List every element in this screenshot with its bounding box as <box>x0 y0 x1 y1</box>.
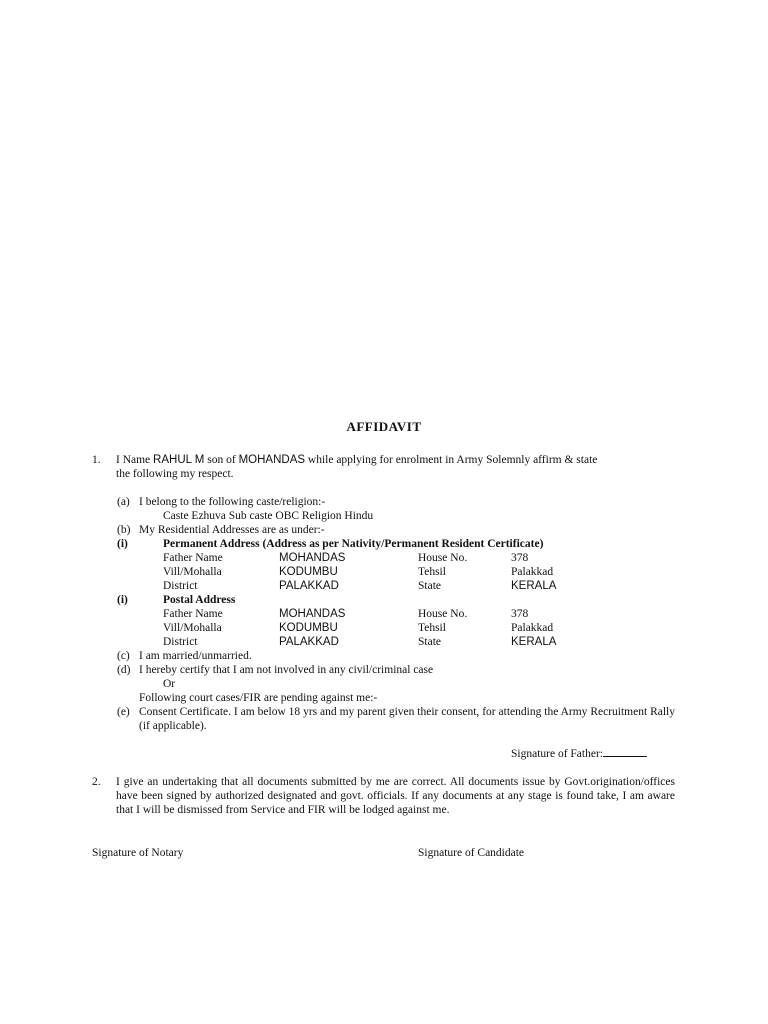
para2-text: I give an undertaking that all documents submitted by me are correct. All documents issue by Govt.origination/offices have been signed by authorized designated and govt. officials. If any documents at any stage is found take, I am aware that I will be dismissed from Service and FIR will be lodged against me. <box>116 776 675 816</box>
para1-line1 <box>116 453 597 467</box>
item-a-text: I belong to the following caste/religion:- <box>139 496 326 508</box>
notary-signature: Signature of Notary <box>92 847 184 859</box>
postal-value: Palakkad <box>511 622 554 634</box>
perm-value: Palakkad <box>511 566 554 578</box>
postal-key: Tehsil <box>418 622 446 634</box>
document-title: AFFIDAVIT <box>346 419 422 434</box>
item-c-text: I am married/unmarried. <box>139 650 252 662</box>
item-b-text: My Residential Addresses are as under:- <box>139 524 325 536</box>
postal-key: State <box>418 636 441 648</box>
perm-value: PALAKKAD <box>279 580 339 592</box>
item-d-or: Or <box>163 678 176 690</box>
postal-label: (i) <box>117 594 128 606</box>
perm-key: State <box>418 580 441 592</box>
para1-text-b: son of <box>204 454 239 466</box>
permanent-label: (i) <box>117 538 128 550</box>
postal-heading: Postal Address <box>163 594 236 606</box>
item-c-label: (c) <box>117 650 130 662</box>
perm-key: District <box>163 580 198 592</box>
signature-line <box>603 747 647 757</box>
perm-key: Vill/Mohalla <box>163 566 222 578</box>
item-d-text: I hereby certify that I am not involved in any civil/criminal case <box>139 664 434 676</box>
perm-value: KERALA <box>511 580 557 592</box>
perm-key: Tehsil <box>418 566 446 578</box>
postal-value: KODUMBU <box>279 622 338 634</box>
para2-number: 2. <box>92 776 101 788</box>
item-d-cases: Following court cases/FIR are pending against me:- <box>139 692 378 704</box>
para1-number: 1. <box>92 454 101 466</box>
applicant-name: RAHUL M <box>153 454 205 466</box>
para1-text-a: I Name <box>116 454 154 466</box>
postal-value: KERALA <box>511 636 557 648</box>
item-d-label: (d) <box>117 664 131 676</box>
father-signature <box>511 747 647 761</box>
father-name: MOHANDAS <box>238 454 306 466</box>
postal-key: Father Name <box>163 608 223 620</box>
postal-value: MOHANDAS <box>279 608 346 620</box>
perm-key: Father Name <box>163 552 223 564</box>
item-e-label: (e) <box>117 706 130 718</box>
postal-value: 378 <box>511 608 529 620</box>
father-signature-label: Signature of Father: <box>511 748 603 760</box>
para1-text-c: while applying for enrolment in Army Solemnly affirm & state <box>305 454 598 466</box>
item-e-text: Consent Certificate. I am below 18 yrs and my parent given their consent, for attending the Army Recruitment Rally (if applicable). <box>139 706 675 732</box>
postal-key: District <box>163 636 198 648</box>
item-a-label: (a) <box>117 496 130 508</box>
permanent-heading: Permanent Address (Address as per Nativity/Permanent Resident Certificate) <box>163 538 544 550</box>
postal-value: PALAKKAD <box>279 636 339 648</box>
candidate-signature: Signature of Candidate <box>418 847 525 859</box>
postal-key: House No. <box>418 608 468 620</box>
caste-line: Caste Ezhuva Sub caste OBC Religion Hindu <box>163 510 374 522</box>
postal-key: Vill/Mohalla <box>163 622 222 634</box>
para1-line2: the following my respect. <box>116 468 234 480</box>
perm-value: 378 <box>511 552 529 564</box>
item-b-label: (b) <box>117 524 131 536</box>
perm-value: MOHANDAS <box>279 552 346 564</box>
perm-value: KODUMBU <box>279 566 338 578</box>
perm-key: House No. <box>418 552 468 564</box>
